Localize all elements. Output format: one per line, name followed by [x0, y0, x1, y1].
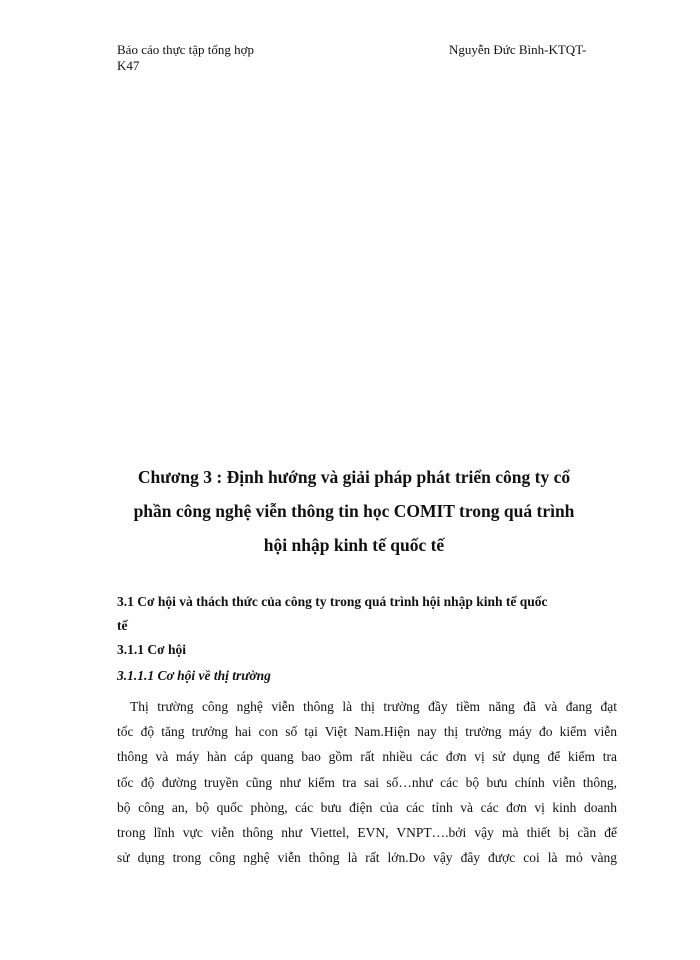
section-heading-line: tế [117, 618, 128, 633]
section-heading-line: 3.1 Cơ hội và thách thức của công ty trong quá trình hội nhập kinh tế quốc [117, 594, 548, 609]
body-line: trong lĩnh vực viễn thông như Viettel, EVN, VNPT….bởi vậy mà thiết bị cần để [117, 825, 617, 841]
body-paragraph [117, 694, 617, 870]
header-author: Nguyễn Đức Bình-KTQT- [449, 42, 587, 57]
body-line: bộ công an, bộ quốc phòng, các bưu điện của các tỉnh và các đơn vị kinh doanh [117, 799, 617, 815]
body-line: sử dụng trong công nghệ viễn thông là rất lớn.Do vậy đây được coi là mỏ vàng [117, 850, 617, 866]
section-heading-3-1-1: 3.1.1 Cơ hội [117, 642, 186, 657]
section-heading-3-1 [117, 590, 617, 638]
body-line: Thị trường công nghệ viễn thông là thị trường đầy tiềm năng đã và đang đạt [130, 699, 617, 714]
chapter-title [110, 460, 598, 562]
chapter-title-line: phần công nghệ viễn thông tin học COMIT trong quá trình [133, 501, 575, 521]
body-line: tốc độ tăng trưởng hai con số tại Việt Nam.Hiện nay thị trường máy đo kiểm viễn [117, 724, 617, 740]
header-report-title: Báo cáo thực tập tổng hợp [117, 42, 255, 57]
section-heading-3-1-1-1: 3.1.1.1 Cơ hội về thị trường [117, 668, 271, 683]
chapter-title-line: hội nhập kinh tế quốc tế [263, 535, 445, 555]
body-line: tốc độ đường truyền cũng như kiểm tra sai số…như các bộ bưu chính viễn thông, [117, 774, 617, 790]
chapter-title-line: Chương 3 : Định hướng và giải pháp phát triển công ty cổ [137, 467, 571, 487]
body-line: thông và máy hàn cáp quang bao gồm rất nhiều các đơn vị sử dụng để kiểm tra [117, 749, 617, 765]
header-author-continuation: K47 [117, 58, 140, 73]
